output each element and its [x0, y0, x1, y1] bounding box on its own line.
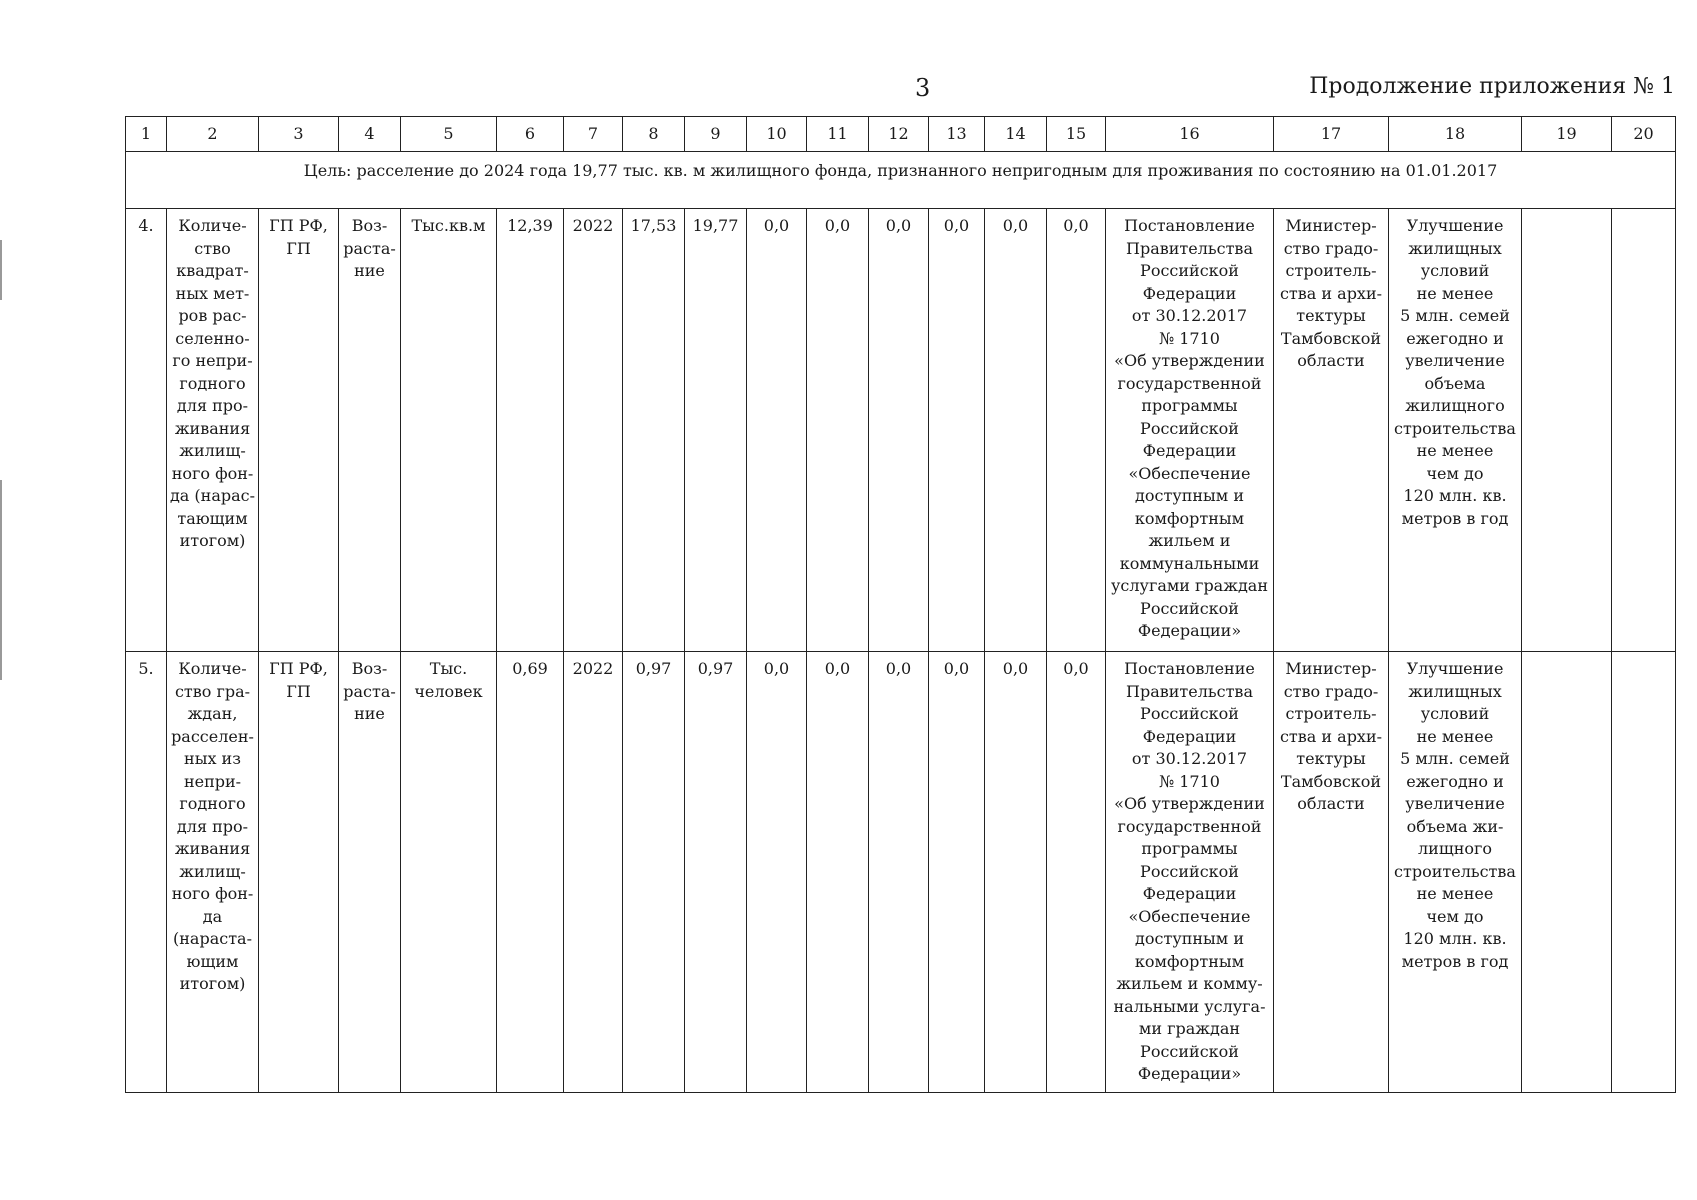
- column-number-cell: 3: [259, 117, 339, 152]
- value-cell: 19,77: [685, 209, 747, 652]
- trend-line: ние: [354, 261, 385, 280]
- document-line: Российской: [1140, 261, 1239, 280]
- goal-text: Цель: расселение до 2024 года 19,77 тыс. кв. м жилищного фонда, признанного непригодным для проживания по состоянию на 01.01.2017: [126, 152, 1676, 209]
- responsible-line: ства и архи-: [1279, 283, 1383, 303]
- document-line: Постановление: [1124, 659, 1255, 678]
- column-number-cell: 8: [623, 117, 685, 152]
- base-year-cell: 2022: [564, 209, 623, 652]
- value-cell: 0,0: [985, 209, 1047, 652]
- national-goal-line: метров в год: [1401, 508, 1509, 528]
- document-line: жильем и комму-: [1116, 974, 1263, 993]
- indicator-name-line: непри-: [183, 771, 242, 791]
- national-goal-cell: [1389, 209, 1522, 652]
- document-line: Правительства: [1126, 681, 1253, 701]
- program-type-cell: [259, 652, 339, 1093]
- document-line: Российской: [1140, 861, 1239, 881]
- value-cell: 0,0: [869, 209, 929, 652]
- national-goal-line: жилищных: [1408, 681, 1502, 701]
- appendix-label: Продолжение приложения № 1: [1309, 74, 1675, 99]
- document-line: комфортным: [1134, 508, 1245, 528]
- indicator-name-line: годного: [179, 373, 246, 393]
- responsible-cell: [1274, 652, 1389, 1093]
- document-line: Федерации: [1142, 726, 1237, 746]
- column-number-cell: 20: [1612, 117, 1676, 152]
- document-line: Российской: [1140, 598, 1239, 618]
- value-cell: 0,97: [623, 652, 685, 1093]
- column-number-cell: 17: [1274, 117, 1389, 152]
- indicator-name-cell: [167, 209, 259, 652]
- empty-cell: [1612, 209, 1676, 652]
- national-goal-line: чем до: [1426, 463, 1484, 483]
- column-number-cell: 13: [929, 117, 985, 152]
- indicator-name-line: ного фон-: [171, 463, 254, 483]
- indicator-name-line: ного фон-: [171, 884, 254, 903]
- base-value-cell: 12,39: [497, 209, 564, 652]
- value-cell: 0,0: [807, 652, 869, 1093]
- national-goal-line: 5 млн. семей: [1400, 306, 1510, 325]
- column-number-cell: 11: [807, 117, 869, 152]
- base-value-cell: 0,69: [497, 652, 564, 1093]
- trend-line: раста-: [343, 681, 396, 701]
- column-number-cell: 2: [167, 117, 259, 152]
- column-number-cell: 16: [1106, 117, 1274, 152]
- indicator-name-line: жилищ-: [179, 441, 246, 460]
- indicator-name-line: ющим: [186, 951, 239, 971]
- goal-row: [126, 152, 1676, 209]
- indicator-name-line: Количе-: [178, 659, 247, 678]
- indicators-table: [125, 116, 1676, 1093]
- value-cell: 17,53: [623, 209, 685, 652]
- program-type-line: ГП: [286, 681, 311, 701]
- page-number: 3: [915, 74, 931, 102]
- value-cell: 0,0: [747, 652, 807, 1093]
- document-line: нальными услуга-: [1113, 996, 1266, 1016]
- value-cell: 0,0: [929, 209, 985, 652]
- value-cell: 0,0: [869, 652, 929, 1093]
- indicator-name-line: живания: [174, 839, 251, 858]
- national-goal-line: не менее: [1416, 884, 1494, 903]
- document-line: № 1710: [1159, 771, 1220, 791]
- document-line: Постановление: [1124, 216, 1255, 235]
- document-line: государственной: [1117, 373, 1262, 393]
- document-cell: [1106, 209, 1274, 652]
- national-goal-line: Улучшение: [1406, 659, 1504, 678]
- column-number-cell: 4: [339, 117, 401, 152]
- document-line: Федерации»: [1137, 1064, 1242, 1083]
- document-line: от 30.12.2017: [1131, 306, 1248, 325]
- document-line: государственной: [1117, 816, 1262, 836]
- indicator-name-line: селенно-: [175, 328, 250, 348]
- empty-cell: [1522, 652, 1612, 1093]
- national-goal-line: строительства: [1394, 418, 1516, 438]
- indicator-name-line: итогом): [179, 974, 246, 993]
- document-line: доступным и: [1135, 486, 1244, 505]
- column-number-cell: 10: [747, 117, 807, 152]
- national-goal-line: 120 млн. кв.: [1403, 486, 1507, 505]
- indicator-name-line: ство: [194, 238, 231, 258]
- indicator-row: [126, 209, 1676, 652]
- document-line: доступным и: [1135, 929, 1244, 948]
- national-goal-line: не менее: [1416, 283, 1494, 303]
- indicator-name-line: для про-: [176, 816, 249, 836]
- indicator-name-line: расселен-: [171, 726, 254, 746]
- responsible-line: области: [1297, 351, 1365, 370]
- national-goal-line: увеличение: [1405, 794, 1505, 813]
- national-goal-line: не менее: [1416, 726, 1494, 746]
- indicator-name-line: ждан,: [187, 704, 238, 723]
- national-goal-line: метров в год: [1401, 951, 1509, 971]
- column-number-cell: 15: [1047, 117, 1106, 152]
- program-type-line: ГП: [286, 238, 311, 258]
- indicator-name-line: итогом): [179, 531, 246, 550]
- indicator-row: [126, 652, 1676, 1093]
- column-number-cell: 1: [126, 117, 167, 152]
- column-number-cell: 6: [497, 117, 564, 152]
- document-line: комфортным: [1134, 951, 1245, 971]
- responsible-line: строитель-: [1285, 261, 1377, 280]
- national-goal-line: увеличение: [1405, 351, 1505, 370]
- trend-cell: [339, 209, 401, 652]
- scan-edge-mark: [0, 240, 2, 300]
- document-line: Федерации: [1142, 283, 1237, 303]
- trend-cell: [339, 652, 401, 1093]
- value-cell: 0,0: [1047, 209, 1106, 652]
- document-line: программы: [1141, 396, 1238, 415]
- document-line: «Обеспечение: [1128, 463, 1251, 483]
- column-number-cell: 18: [1389, 117, 1522, 152]
- national-goal-line: 5 млн. семей: [1400, 749, 1510, 768]
- responsible-line: области: [1297, 794, 1365, 813]
- program-type-cell: [259, 209, 339, 652]
- scan-edge-mark: [0, 480, 2, 680]
- responsible-line: Тамбовской: [1280, 771, 1382, 791]
- national-goal-line: ежегодно и: [1406, 328, 1504, 348]
- indicator-name-line: ных из: [184, 749, 241, 768]
- document-line: ми граждан: [1138, 1019, 1241, 1038]
- trend-line: Воз-: [351, 216, 388, 235]
- column-number-cell: 14: [985, 117, 1047, 152]
- indicator-name-line: ство гра-: [174, 681, 251, 701]
- column-number-cell: 7: [564, 117, 623, 152]
- national-goal-line: жилищных: [1408, 238, 1502, 258]
- indicator-name-line: Количе-: [178, 216, 247, 235]
- document-cell: [1106, 652, 1274, 1093]
- national-goal-line: 120 млн. кв.: [1403, 929, 1507, 948]
- indicator-name-line: ных мет-: [175, 283, 250, 303]
- indicator-name-line: тающим: [177, 508, 248, 528]
- indicator-name-line: годного: [179, 794, 246, 813]
- indicator-name-line: ров рас-: [178, 306, 247, 325]
- trend-line: ние: [354, 704, 385, 723]
- responsible-line: Министер-: [1285, 659, 1377, 678]
- row-number-cell: 4.: [126, 209, 167, 652]
- column-number-cell: 9: [685, 117, 747, 152]
- column-number-cell: 12: [869, 117, 929, 152]
- document-line: № 1710: [1159, 328, 1220, 348]
- column-number-cell: 19: [1522, 117, 1612, 152]
- indicator-name-line: да (нарас-: [169, 486, 256, 505]
- unit-line: Тыс.кв.м: [411, 216, 486, 235]
- responsible-line: Тамбовской: [1280, 328, 1382, 348]
- document-line: услугами граждан: [1110, 576, 1268, 595]
- document-line: Федерации»: [1137, 621, 1242, 640]
- indicator-name-line: квадрат-: [176, 261, 249, 280]
- national-goal-line: условий: [1420, 704, 1490, 723]
- value-cell: 0,0: [985, 652, 1047, 1093]
- unit-cell: [401, 652, 497, 1093]
- base-year-cell: 2022: [564, 652, 623, 1093]
- national-goal-line: не менее: [1416, 441, 1494, 460]
- responsible-cell: [1274, 209, 1389, 652]
- national-goal-line: объема жи-: [1406, 816, 1504, 836]
- national-goal-line: ежегодно и: [1406, 771, 1504, 791]
- indicator-name-line: для про-: [176, 396, 249, 415]
- document-line: Российской: [1140, 418, 1239, 438]
- document-line: Правительства: [1126, 238, 1253, 258]
- document-line: «Об утверждении: [1114, 351, 1265, 370]
- indicator-name-line: (нараста-: [173, 929, 252, 948]
- national-goal-line: условий: [1420, 261, 1490, 280]
- responsible-line: строитель-: [1285, 704, 1377, 723]
- document-line: программы: [1141, 839, 1238, 858]
- column-number-row: [126, 117, 1676, 152]
- responsible-line: ство градо-: [1283, 238, 1379, 258]
- document-line: «Об утверждении: [1114, 794, 1265, 813]
- trend-line: Воз-: [351, 659, 388, 678]
- indicator-name-line: жилищ-: [179, 861, 246, 881]
- national-goal-line: Улучшение: [1406, 216, 1504, 235]
- document-line: «Обеспечение: [1128, 906, 1251, 926]
- trend-line: раста-: [343, 238, 396, 258]
- document-line: Федерации: [1142, 884, 1237, 903]
- row-number-cell: 5.: [126, 652, 167, 1093]
- indicator-name-line: живания: [174, 418, 251, 438]
- empty-cell: [1522, 209, 1612, 652]
- indicator-name-line: го непри-: [172, 351, 253, 370]
- value-cell: 0,0: [1047, 652, 1106, 1093]
- column-number-cell: 5: [401, 117, 497, 152]
- responsible-line: ство градо-: [1283, 681, 1379, 701]
- unit-line: человек: [414, 681, 483, 701]
- unit-cell: [401, 209, 497, 652]
- value-cell: 0,0: [929, 652, 985, 1093]
- value-cell: 0,0: [807, 209, 869, 652]
- responsible-line: тектуры: [1296, 306, 1366, 325]
- empty-cell: [1612, 652, 1676, 1093]
- indicator-name-line: да: [202, 906, 223, 926]
- program-type-line: ГП РФ,: [269, 659, 328, 678]
- national-goal-line: строительства: [1394, 861, 1516, 881]
- document-line: жильем и: [1148, 531, 1231, 550]
- national-goal-line: жилищного: [1405, 396, 1505, 415]
- indicator-name-cell: [167, 652, 259, 1093]
- document-line: коммунальными: [1119, 553, 1260, 573]
- national-goal-line: чем до: [1426, 906, 1484, 926]
- national-goal-line: объема: [1424, 373, 1486, 393]
- value-cell: 0,97: [685, 652, 747, 1093]
- responsible-line: тектуры: [1296, 749, 1366, 768]
- program-type-line: ГП РФ,: [269, 216, 328, 235]
- national-goal-line: лищного: [1417, 839, 1492, 858]
- document-line: Российской: [1140, 704, 1239, 723]
- document-line: Федерации: [1142, 441, 1237, 460]
- unit-line: Тыс.: [429, 659, 468, 678]
- document-line: от 30.12.2017: [1131, 749, 1248, 768]
- document-line: Российской: [1140, 1041, 1239, 1061]
- responsible-line: Министер-: [1285, 216, 1377, 235]
- responsible-line: ства и архи-: [1279, 726, 1383, 746]
- value-cell: 0,0: [747, 209, 807, 652]
- national-goal-cell: [1389, 652, 1522, 1093]
